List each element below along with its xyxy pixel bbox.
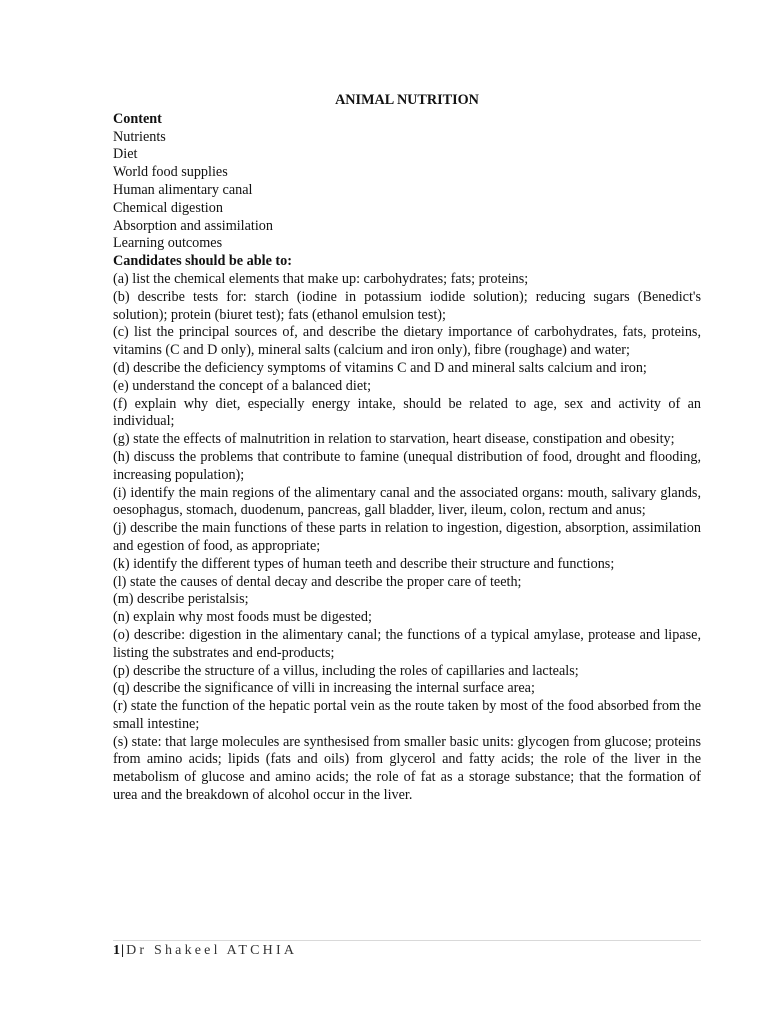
document-title: ANIMAL NUTRITION [335, 92, 479, 108]
outcome-item: (m) describe peristalsis; [113, 591, 249, 608]
footer-divider [113, 940, 701, 941]
outcome-item: (r) state the function of the hepatic portal vein as the route taken by most of the food absorbed from the small intestine; [113, 698, 701, 732]
outcome-item: (c) list the principal sources of, and describe the dietary importance of carbohydrates, fats, proteins, vitamins (C and D only), mineral salts (calcium and iron only), fibre (roughage) and water; [113, 324, 701, 359]
topic-item: Chemical digestion [113, 199, 223, 216]
footer-separator: | [121, 943, 125, 958]
outcome-item: (o) describe: digestion in the alimentary canal; the functions of a typical amylase, protease and lipase, listing the substrates and end-products; [113, 626, 701, 661]
outcome-item: (j) describe the main functions of these parts in relation to ingestion, digestion, absorption, assimilation and egestion of food, as appropriate; [113, 520, 701, 554]
topic-item: Absorption and assimilation [113, 217, 273, 234]
outcome-item: (n) explain why most foods must be digested; [113, 609, 372, 626]
outcome-item: (a) list the chemical elements that make up: carbohydrates; fats; proteins; [113, 270, 529, 287]
topic-item: Nutrients [113, 128, 166, 145]
content-heading: Content [113, 110, 162, 127]
document-body [113, 92, 701, 805]
page-footer [113, 942, 297, 960]
page-number: 1 [113, 943, 120, 958]
topic-item: Learning outcomes [113, 235, 223, 252]
outcome-item: (q) describe the significance of villi in increasing the internal surface area; [113, 680, 535, 697]
outcome-item: (k) identify the different types of human teeth and describe their structure and functions; [113, 555, 615, 572]
outcome-item: (f) explain why diet, especially energy intake, should be related to age, sex and activity of an individual; [113, 395, 701, 430]
outcome-item: (d) describe the deficiency symptoms of vitamins C and D and mineral salts calcium and iron; [113, 359, 647, 376]
footer-author: Dr Shakeel ATCHIA [126, 943, 298, 958]
outcome-item: (g) state the effects of malnutrition in relation to starvation, heart disease, constipation and obesity; [113, 431, 675, 448]
topic-list [113, 129, 701, 254]
outcome-item: (l) state the causes of dental decay and describe the proper care of teeth; [113, 573, 522, 590]
outcome-item: (e) understand the concept of a balanced diet; [113, 377, 372, 394]
topic-item: Diet [113, 146, 138, 163]
topic-item: World food supplies [113, 164, 228, 181]
candidates-heading: Candidates should be able to: [113, 253, 292, 270]
topic-item: Human alimentary canal [113, 181, 253, 198]
outcome-item: (b) describe tests for: starch (iodine in potassium iodide solution); reducing sugars (Benedict's solution); protein (biuret test); fats (ethanol emulsion test); [113, 288, 701, 323]
outcome-item: (i) identify the main regions of the alimentary canal and the associated organs: mouth, salivary glands, oesophagus, stomach, duodenum, pancreas, gall bladder, liver, ileum, colon, rectum and anus; [113, 484, 701, 519]
learning-outcomes-list [113, 271, 701, 805]
outcome-item: (p) describe the structure of a villus, including the roles of capillaries and lacteals; [113, 662, 579, 679]
outcome-item: (s) state: that large molecules are synthesised from smaller basic units: glycogen from glucose; proteins from amino acids; lipids (fats and oils) from glycerol and fatty acids; the role of the liver in the metabolism of glucose and amino acids; the role of fat as a storage substance; that the formation of urea and the breakdown of alcohol occur in the liver. [113, 733, 701, 804]
outcome-item: (h) discuss the problems that contribute to famine (unequal distribution of food, drought and flooding, increasing population); [113, 448, 701, 483]
